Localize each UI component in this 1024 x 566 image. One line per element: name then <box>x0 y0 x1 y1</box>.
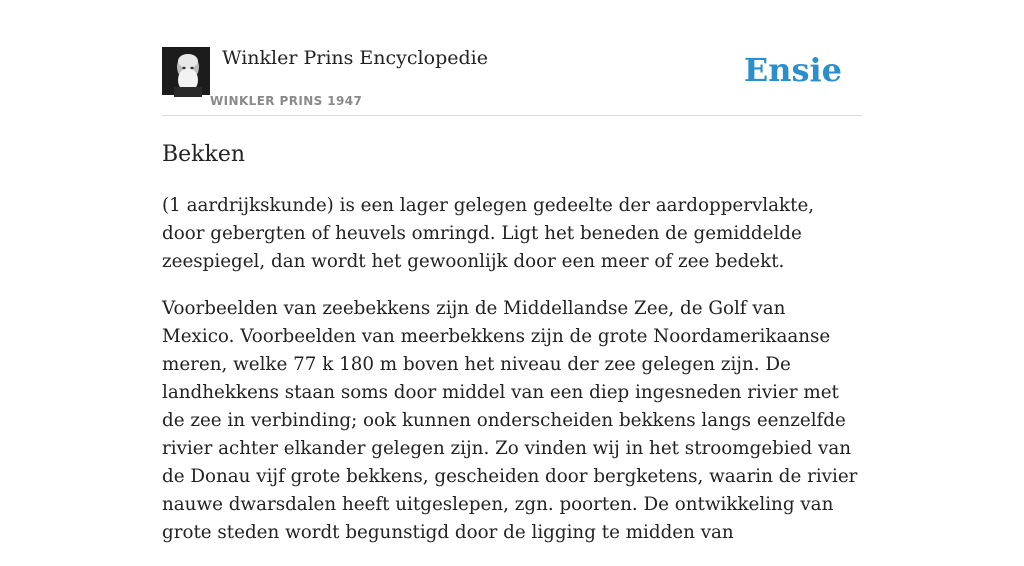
site-name[interactable]: Winkler Prins Encyclopedie <box>222 47 488 69</box>
brand-logo[interactable]: Ensie <box>743 51 842 89</box>
edition-label[interactable]: WINKLER PRINS 1947 <box>210 94 363 108</box>
article-paragraph: Voorbeelden van zeebekkens zijn de Middellandse Zee, de Golf van Mexico. Voorbeelden van meerbekkens zijn de grote Noordamerikaanse meren, welke 77 k 180 m boven het niveau der zee gelegen zijn. De landhekkens staan soms door middel van een diep ingesneden rivier met de zee in verbinding; ook kunnen onderscheiden bekkens langs eenzelfde rivier achter elkander gelegen zijn. Zo vinden wij in het stroomgebied van de Donau vijf grote bekkens, gescheiden door bergketens, waarin de rivier nauwe dwarsdalen heeft uitgeslepen, zgn. poorten. De ontwikkeling van grote steden wordt begunstigd door de ligging te midden van <box>162 298 858 543</box>
article-container <box>162 0 862 543</box>
article-paragraph: (1 aardrijkskunde) is een lager gelegen gedeelte der aardoppervlakte, door gebergten of heuvels omringd. Ligt het beneden de gemiddelde zeespiegel, dan wordt het gewoonlijk door een meer of zee bedekt. <box>162 195 815 272</box>
article-body <box>162 192 862 566</box>
header <box>162 0 862 116</box>
article-title: Bekken <box>162 142 246 167</box>
author-avatar[interactable] <box>162 47 210 95</box>
portrait-icon <box>162 47 210 95</box>
